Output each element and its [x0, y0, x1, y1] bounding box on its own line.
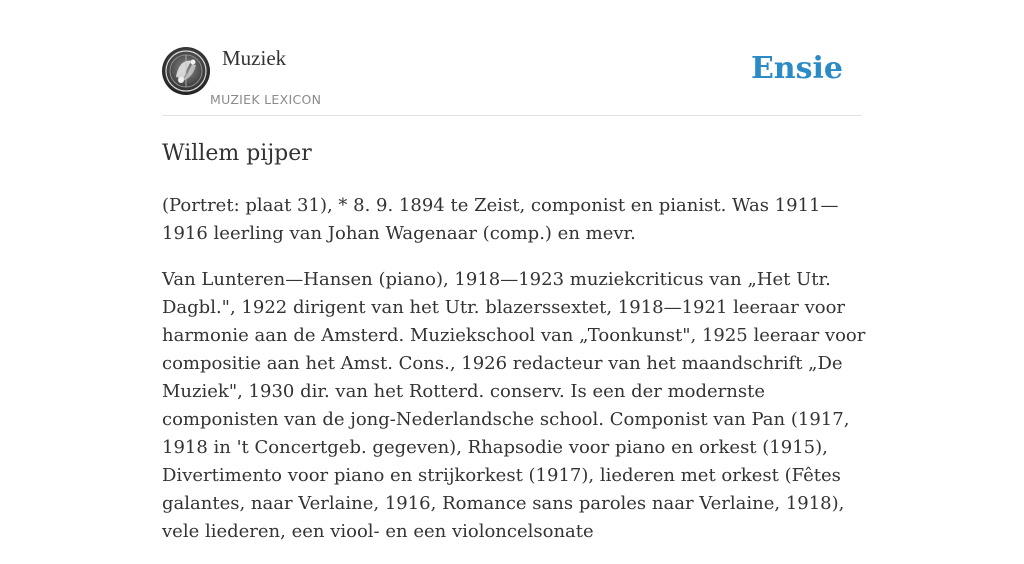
lexicon-subtitle[interactable]: MUZIEK LEXICON — [210, 92, 322, 107]
brand-logo[interactable]: Ensie — [750, 51, 843, 86]
article-title: Willem pijper — [162, 141, 312, 166]
lexicon-name-link[interactable]: Muziek — [222, 46, 287, 70]
article-body — [162, 192, 867, 564]
lexicon-avatar[interactable] — [162, 47, 210, 95]
article-paragraph: (Portret: plaat 31), * 8. 9. 1894 te Zeist, componist en pianist. Was 1911—1916 leerling van Johan Wagenaar (comp.) en mevr. — [162, 195, 839, 244]
music-lexicon-emblem-icon — [162, 47, 210, 95]
site-header — [162, 0, 862, 116]
article-paragraph: Van Lunteren—Hansen (piano), 1918—1923 muziekcriticus van „Het Utr. Dagbl.", 1922 dirigent van het Utr. blazerssextet, 1918—1921 leeraar voor harmonie aan de Amsterd. Muziekschool van „Toonkunst", 1925 leeraar voor compositie aan het Amst. Cons., 1926 redacteur van het maandschrift „De Muziek", 1930 dir. van het Rotterd. conserv. Is een der modernste componisten van de jong-Nederlandsche school. Componist van Pan (1917, 1918 in 't Concertgeb. gegeven), Rhapsodie voor piano en orkest (1915), Divertimento voor piano en strijkorkest (1917), liederen met orkest (Fêtes galantes, naar Verlaine, 1916, Romance sans paroles naar Verlaine, 1918), vele liederen, een viool- en een violoncelsonate — [162, 269, 866, 542]
